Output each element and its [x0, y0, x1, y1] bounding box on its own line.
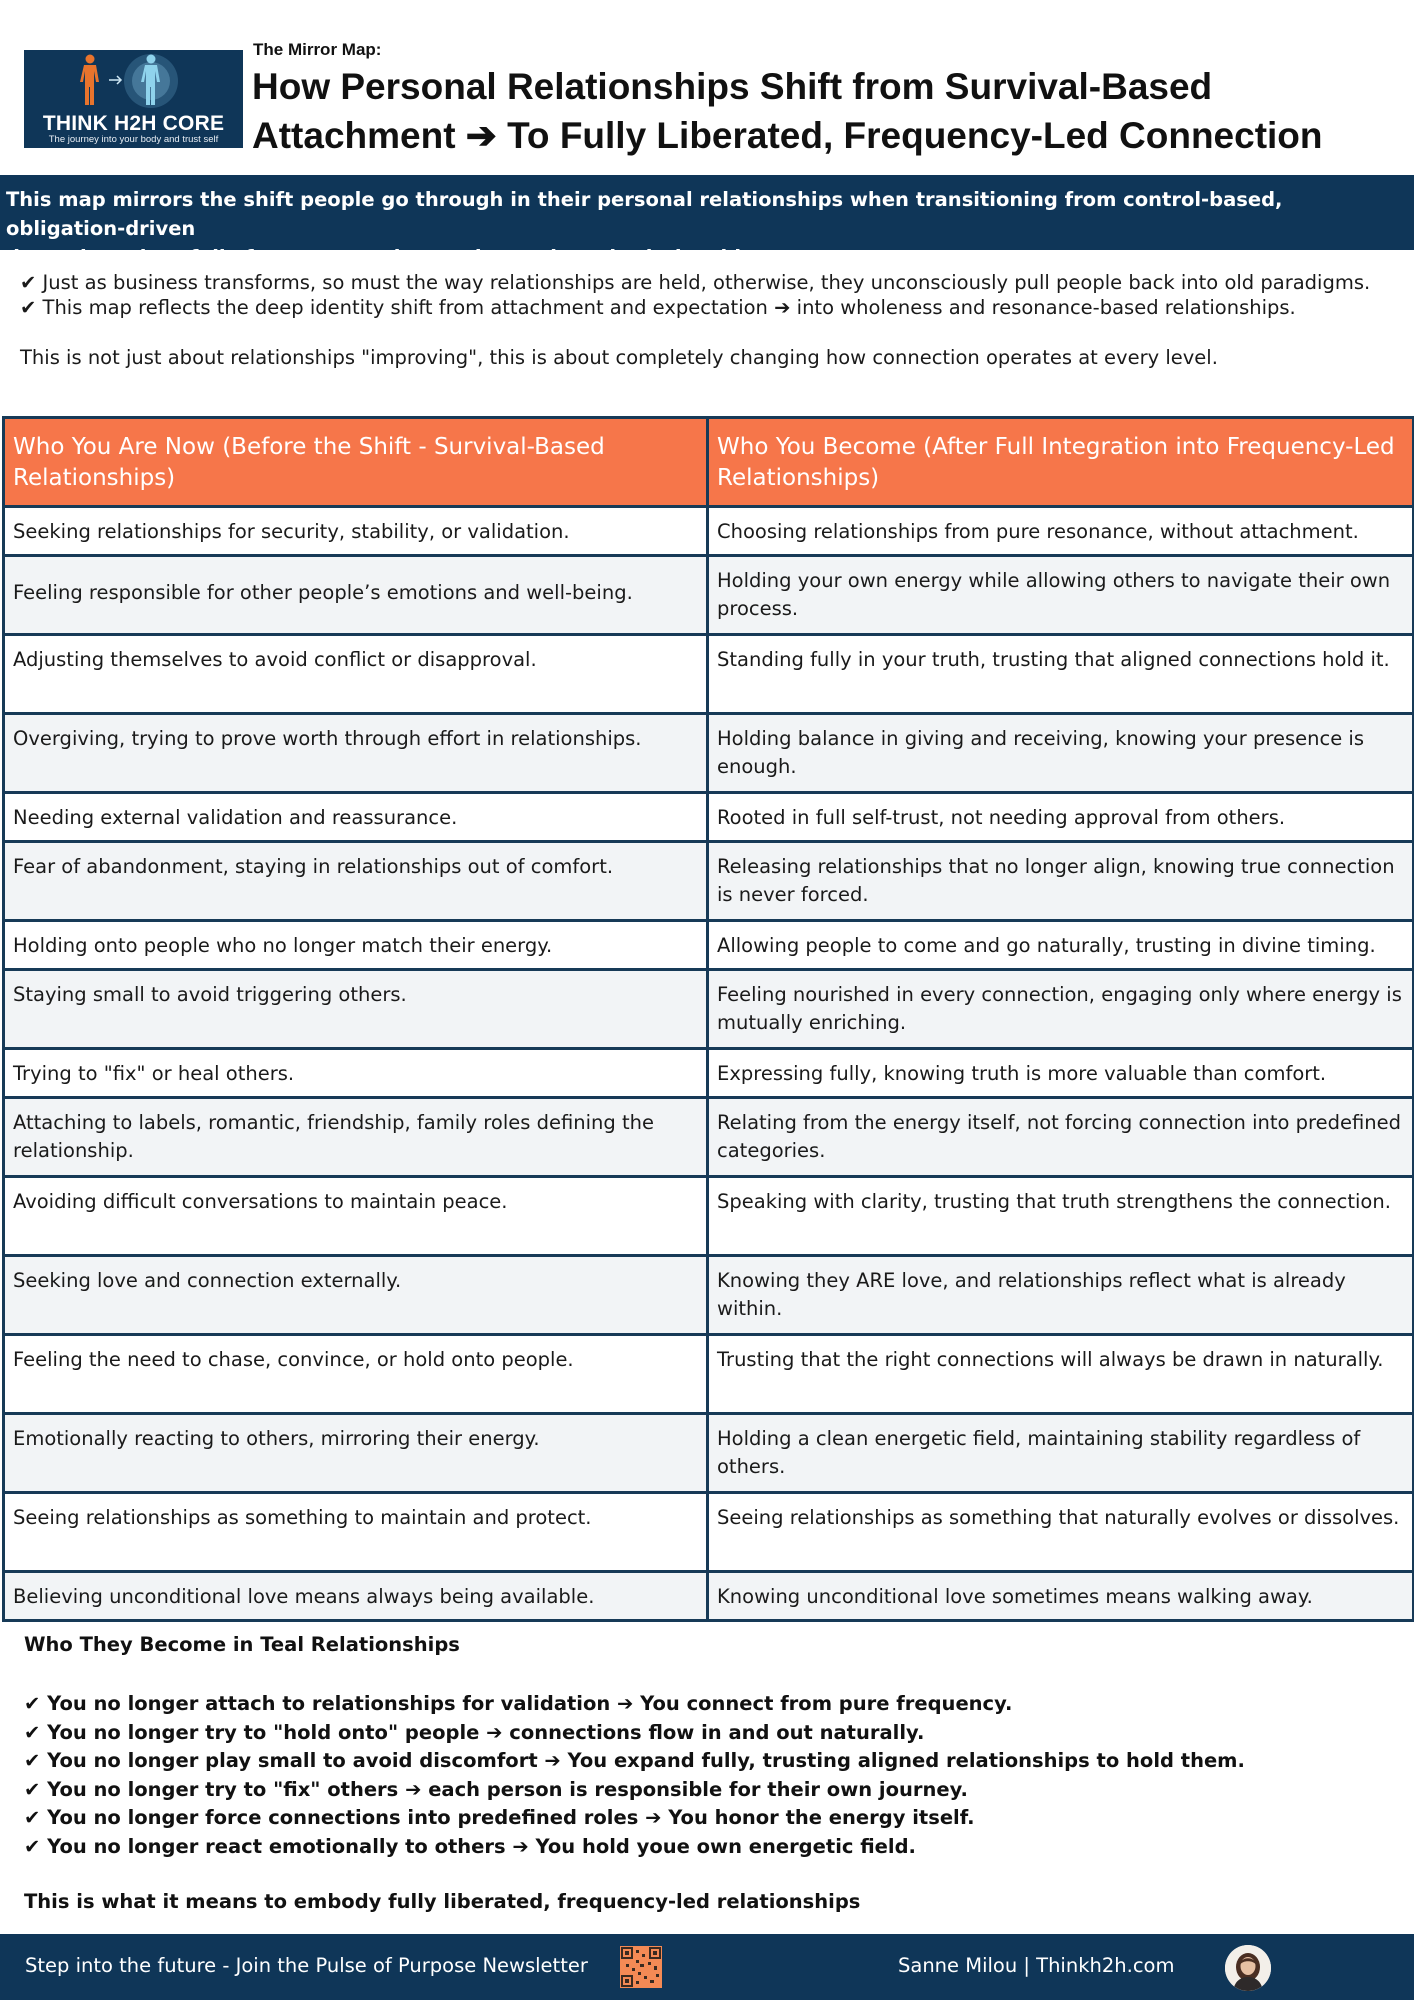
table-cell-after: Holding your own energy while allowing others to navigate their own process. [708, 556, 1414, 635]
column-header-before: Who You Are Now (Before the Shift - Survival-Based Relationships) [4, 418, 708, 507]
intro-banner [0, 175, 1414, 269]
table-cell-after: Rooted in full self-trust, not needing approval from others. [708, 793, 1414, 842]
table-cell-before: Believing unconditional love means always being available. [4, 1572, 708, 1621]
table-cell-after: Speaking with clarity, trusting that truth strengthens the connection. [708, 1177, 1414, 1256]
table-cell-after: Choosing relationships from pure resonance, without attachment. [708, 507, 1414, 556]
intro-note: This is not just about relationships "improving", this is about completely changing how connection operates at every level. [20, 346, 1218, 369]
page-header [0, 0, 1414, 172]
table-row [4, 1335, 1414, 1414]
table-row [4, 635, 1414, 714]
table-cell-after: Knowing unconditional love sometimes means walking away. [708, 1572, 1414, 1621]
table-row [4, 714, 1414, 793]
table-row [4, 1177, 1414, 1256]
list-item: ✔ You no longer play small to avoid discomfort ➔ You expand fully, trusting aligned relationships to hold them. [24, 1749, 1245, 1772]
newsletter-link[interactable]: Step into the future - Join the Pulse of Purpose Newsletter [25, 1954, 588, 1977]
table-cell-before: Adjusting themselves to avoid conflict or disapproval. [4, 635, 708, 714]
page-title-line-1: How Personal Relationships Shift from Survival-Based [252, 66, 1213, 107]
human-figure-transformation-icon [24, 50, 243, 112]
table-cell-after: Knowing they ARE love, and relationships reflect what is already within. [708, 1256, 1414, 1335]
qr-code-icon[interactable] [620, 1946, 662, 1988]
table-row [4, 1414, 1414, 1493]
table-cell-after: Holding a clean energetic field, maintaining stability regardless of others. [708, 1414, 1414, 1493]
author-avatar-icon [1225, 1945, 1271, 1991]
closing-statement: This is what it means to embody fully liberated, frequency-led relationships [24, 1890, 861, 1913]
table-cell-before: Seeking love and connection externally. [4, 1256, 708, 1335]
teal-section [24, 1632, 1394, 1915]
comparison-table [2, 416, 1414, 1622]
page-footer [0, 1934, 1414, 2000]
table-cell-before: Feeling responsible for other people’s emotions and well-being. [4, 556, 708, 635]
table-row [4, 1493, 1414, 1572]
teal-heading: Who They Become in Teal Relationships [24, 1633, 460, 1656]
table-cell-after: Allowing people to come and go naturally, trusting in divine timing. [708, 921, 1414, 970]
author-credit[interactable]: Sanne Milou | Thinkh2h.com [898, 1954, 1175, 1977]
page-title-line-2: Attachment ➔ To Fully Liberated, Frequency-Led Connection [252, 115, 1323, 156]
intro-section [20, 270, 1400, 370]
intro-point-2: ✔ This map reflects the deep identity shift from attachment and expectation ➔ into wholeness and resonance-based relationships. [20, 296, 1296, 319]
table-cell-after: Trusting that the right connections will always be drawn in naturally. [708, 1335, 1414, 1414]
table-row [4, 507, 1414, 556]
table-cell-before: Avoiding difficult conversations to maintain peace. [4, 1177, 708, 1256]
table-row [4, 1572, 1414, 1621]
table-cell-before: Feeling the need to chase, convince, or hold onto people. [4, 1335, 708, 1414]
table-cell-before: Seeing relationships as something to maintain and protect. [4, 1493, 708, 1572]
logo-title: THINK H2H CORE [42, 112, 225, 135]
brand-logo [24, 50, 243, 148]
table-row [4, 556, 1414, 635]
table-cell-after: Releasing relationships that no longer align, knowing true connection is never forced. [708, 842, 1414, 921]
table-cell-after: Seeing relationships as something that naturally evolves or dissolves. [708, 1493, 1414, 1572]
table-cell-after: Holding balance in giving and receiving, knowing your presence is enough. [708, 714, 1414, 793]
table-cell-before: Attaching to labels, romantic, friendship, family roles defining the relationship. [4, 1098, 708, 1177]
table-row [4, 1256, 1414, 1335]
list-item: ✔ You no longer force connections into predefined roles ➔ You honor the energy itself. [24, 1806, 975, 1829]
table-cell-before: Staying small to avoid triggering others. [4, 970, 708, 1049]
banner-line-1: This map mirrors the shift people go through in their personal relationships when transitioning from control-based, obligation-driven [6, 188, 1283, 240]
table-cell-before: Overgiving, trying to prove worth through effort in relationships. [4, 714, 708, 793]
table-row [4, 793, 1414, 842]
table-cell-before: Holding onto people who no longer match their energy. [4, 921, 708, 970]
list-item: ✔ You no longer react emotionally to others ➔ You hold youe own energetic field. [24, 1834, 916, 1858]
table-row [4, 1098, 1414, 1177]
table-cell-after: Relating from the energy itself, not forcing connection into predefined categories. [708, 1098, 1414, 1177]
banner-line-2: dynamics ➔ into fully free, co-creative, and trust-based relationships. [6, 246, 775, 269]
table-cell-before: Trying to "fix" or heal others. [4, 1049, 708, 1098]
pre-title: The Mirror Map: [253, 40, 382, 59]
list-item: ✔ You no longer try to "fix" others ➔ each person is responsible for their own journey. [24, 1777, 968, 1801]
table-cell-before: Needing external validation and reassurance. [4, 793, 708, 842]
table-cell-before: Fear of abandonment, staying in relationships out of comfort. [4, 842, 708, 921]
table-cell-after: Expressing fully, knowing truth is more valuable than comfort. [708, 1049, 1414, 1098]
intro-point-1: ✔ Just as business transforms, so must the way relationships are held, otherwise, they unconsciously pull people back into old paradigms. [20, 271, 1371, 294]
teal-list [24, 1690, 1394, 1861]
table-row [4, 1049, 1414, 1098]
page-title [252, 62, 1402, 160]
logo-tagline: The journey into your body and trust self [48, 134, 219, 145]
table-cell-after: Standing fully in your truth, trusting that aligned connections hold it. [708, 635, 1414, 714]
list-item: ✔ You no longer try to "hold onto" people ➔ connections flow in and out naturally. [24, 1720, 925, 1744]
table-cell-before: Emotionally reacting to others, mirroring their energy. [4, 1414, 708, 1493]
column-header-after: Who You Become (After Full Integration into Frequency-Led Relationships) [708, 418, 1414, 507]
list-item: ✔ You no longer attach to relationships for validation ➔ You connect from pure frequency. [24, 1692, 1013, 1715]
table-header-row [4, 418, 1414, 507]
table-row [4, 842, 1414, 921]
table-cell-after: Feeling nourished in every connection, engaging only where energy is mutually enriching. [708, 970, 1414, 1049]
table-row [4, 921, 1414, 970]
table-cell-before: Seeking relationships for security, stability, or validation. [4, 507, 708, 556]
table-row [4, 970, 1414, 1049]
